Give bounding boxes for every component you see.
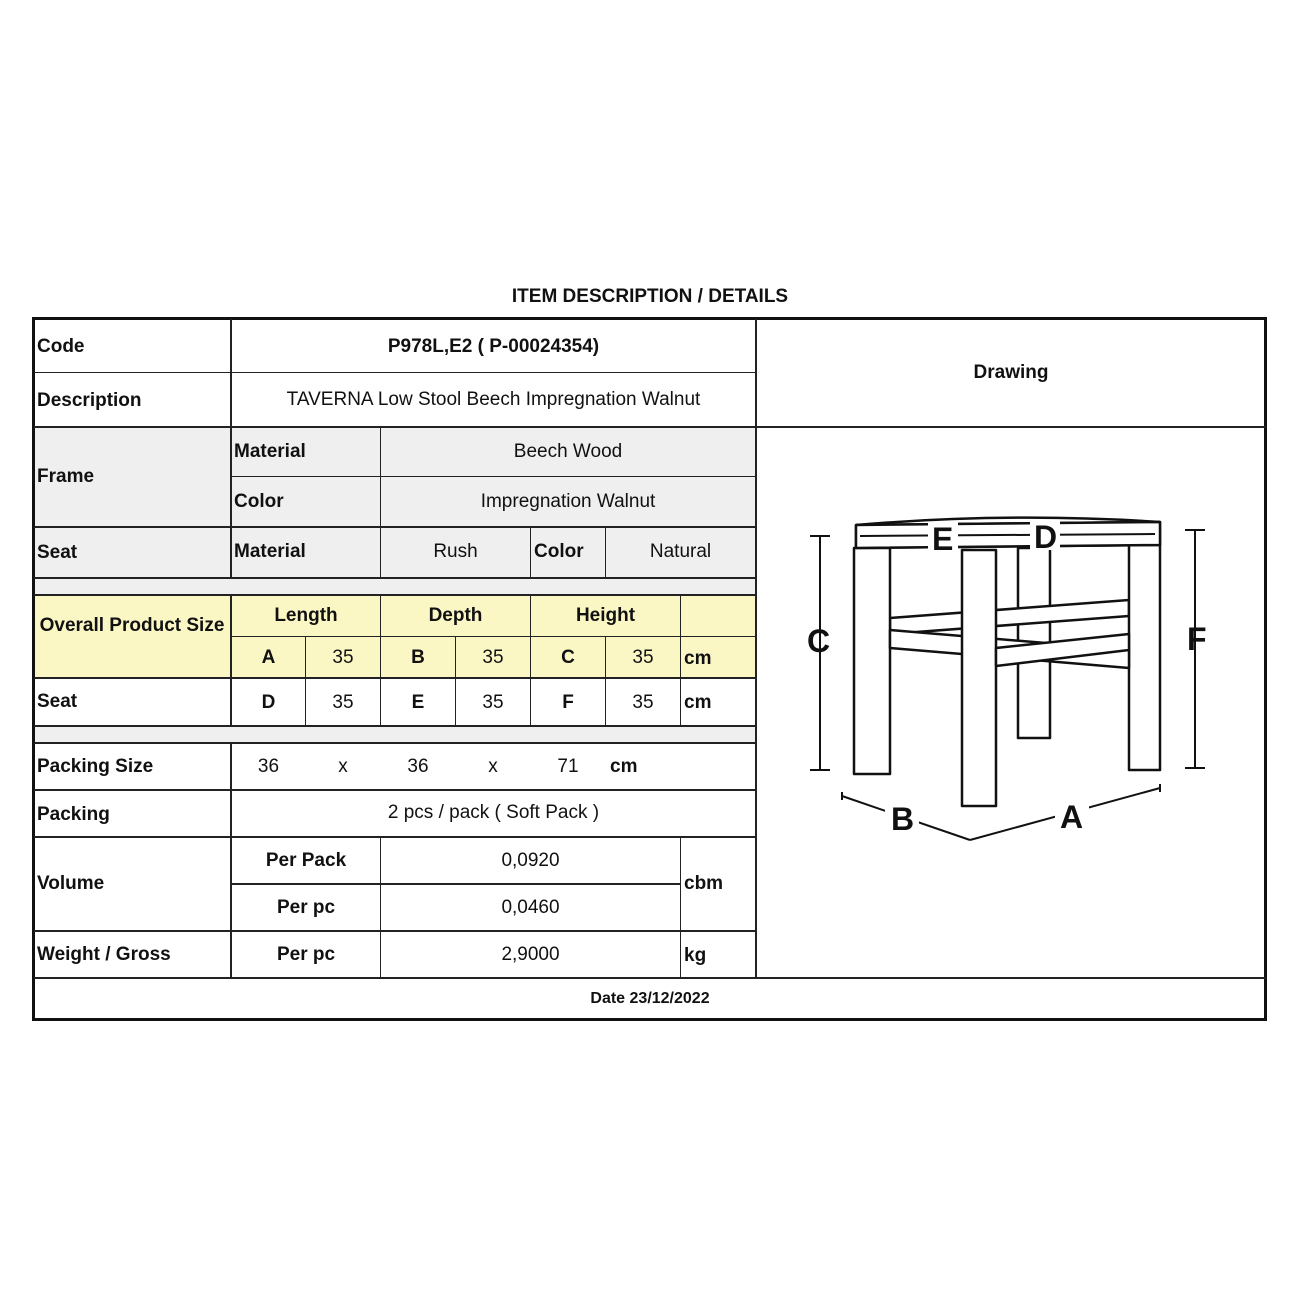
code-value: P978L,E2 ( P-00024354) [387,336,600,357]
dim-d-label: D [261,692,276,713]
per-pack-label: Per Pack [265,850,347,871]
frame-material-label: Material [234,441,306,462]
drawing-letter-b: B [891,801,915,837]
seat-size-unit: cm [684,692,712,713]
seat-size-label: Seat [37,691,78,712]
volume-per-pc-value: 0,0460 [501,897,560,918]
seat-color-label: Color [534,541,584,562]
stool-drawing [790,500,1230,860]
description-value: TAVERNA Low Stool Beech Impregnation Walnut [286,389,701,410]
frame-material-value: Beech Wood [513,441,623,462]
seat-label: Seat [37,542,78,563]
overall-unit: cm [684,648,712,669]
dim-a-value: 35 [332,647,354,668]
dim-a-label: A [261,647,276,668]
height-header: Height [575,605,636,626]
dim-e-value: 35 [482,692,504,713]
drawing-letter-e: E [932,521,954,557]
drawing-letter-f: F [1187,621,1207,657]
packing-label: Packing [37,804,110,825]
packing-size-label: Packing Size [37,756,154,777]
volume-label: Volume [37,873,105,894]
per-pc-label: Per pc [276,897,336,918]
volume-unit: cbm [684,873,724,894]
frame-label: Frame [37,466,95,487]
dim-c-label: C [561,647,575,668]
dim-b-value: 35 [482,647,504,668]
volume-per-pack-value: 0,0920 [501,850,560,871]
dim-f-value: 35 [632,692,654,713]
drawing-letter-a: A [1060,799,1084,835]
overall-size-label: Overall Product Size [39,615,225,636]
packing-height: 71 [557,756,579,777]
weight-per-pc-label: Per pc [276,944,336,965]
packing-size-unit: cm [610,756,638,777]
packing-length: 36 [257,756,280,777]
dim-c-value: 35 [632,647,654,668]
packing-value: 2 pcs / pack ( Soft Pack ) [387,802,600,823]
drawing-letter-d: D [1034,519,1058,555]
seat-color-value: Natural [649,541,712,562]
weight-label: Weight / Gross [37,944,171,965]
code-label: Code [37,336,85,357]
packing-x-1: x [338,756,348,777]
seat-material-value: Rush [433,541,478,562]
dim-b-label: B [411,647,425,668]
document-title: ITEM DESCRIPTION / DETAILS [511,286,789,307]
packing-x-2: x [488,756,498,777]
dim-f-label: F [562,692,574,713]
packing-width: 36 [407,756,429,777]
dim-d-value: 35 [332,692,354,713]
seat-material-label: Material [234,541,306,562]
frame-color-label: Color [234,491,284,512]
dim-e-label: E [411,692,425,713]
weight-value: 2,9000 [501,944,560,965]
weight-unit: kg [684,945,707,966]
drawing-letter-c: C [807,623,831,659]
description-label: Description [37,390,142,411]
depth-header: Depth [428,605,483,626]
length-header: Length [274,605,338,626]
drawing-label: Drawing [973,362,1049,383]
date-footer: Date 23/12/2022 [590,990,710,1007]
frame-color-value: Impregnation Walnut [480,491,656,512]
